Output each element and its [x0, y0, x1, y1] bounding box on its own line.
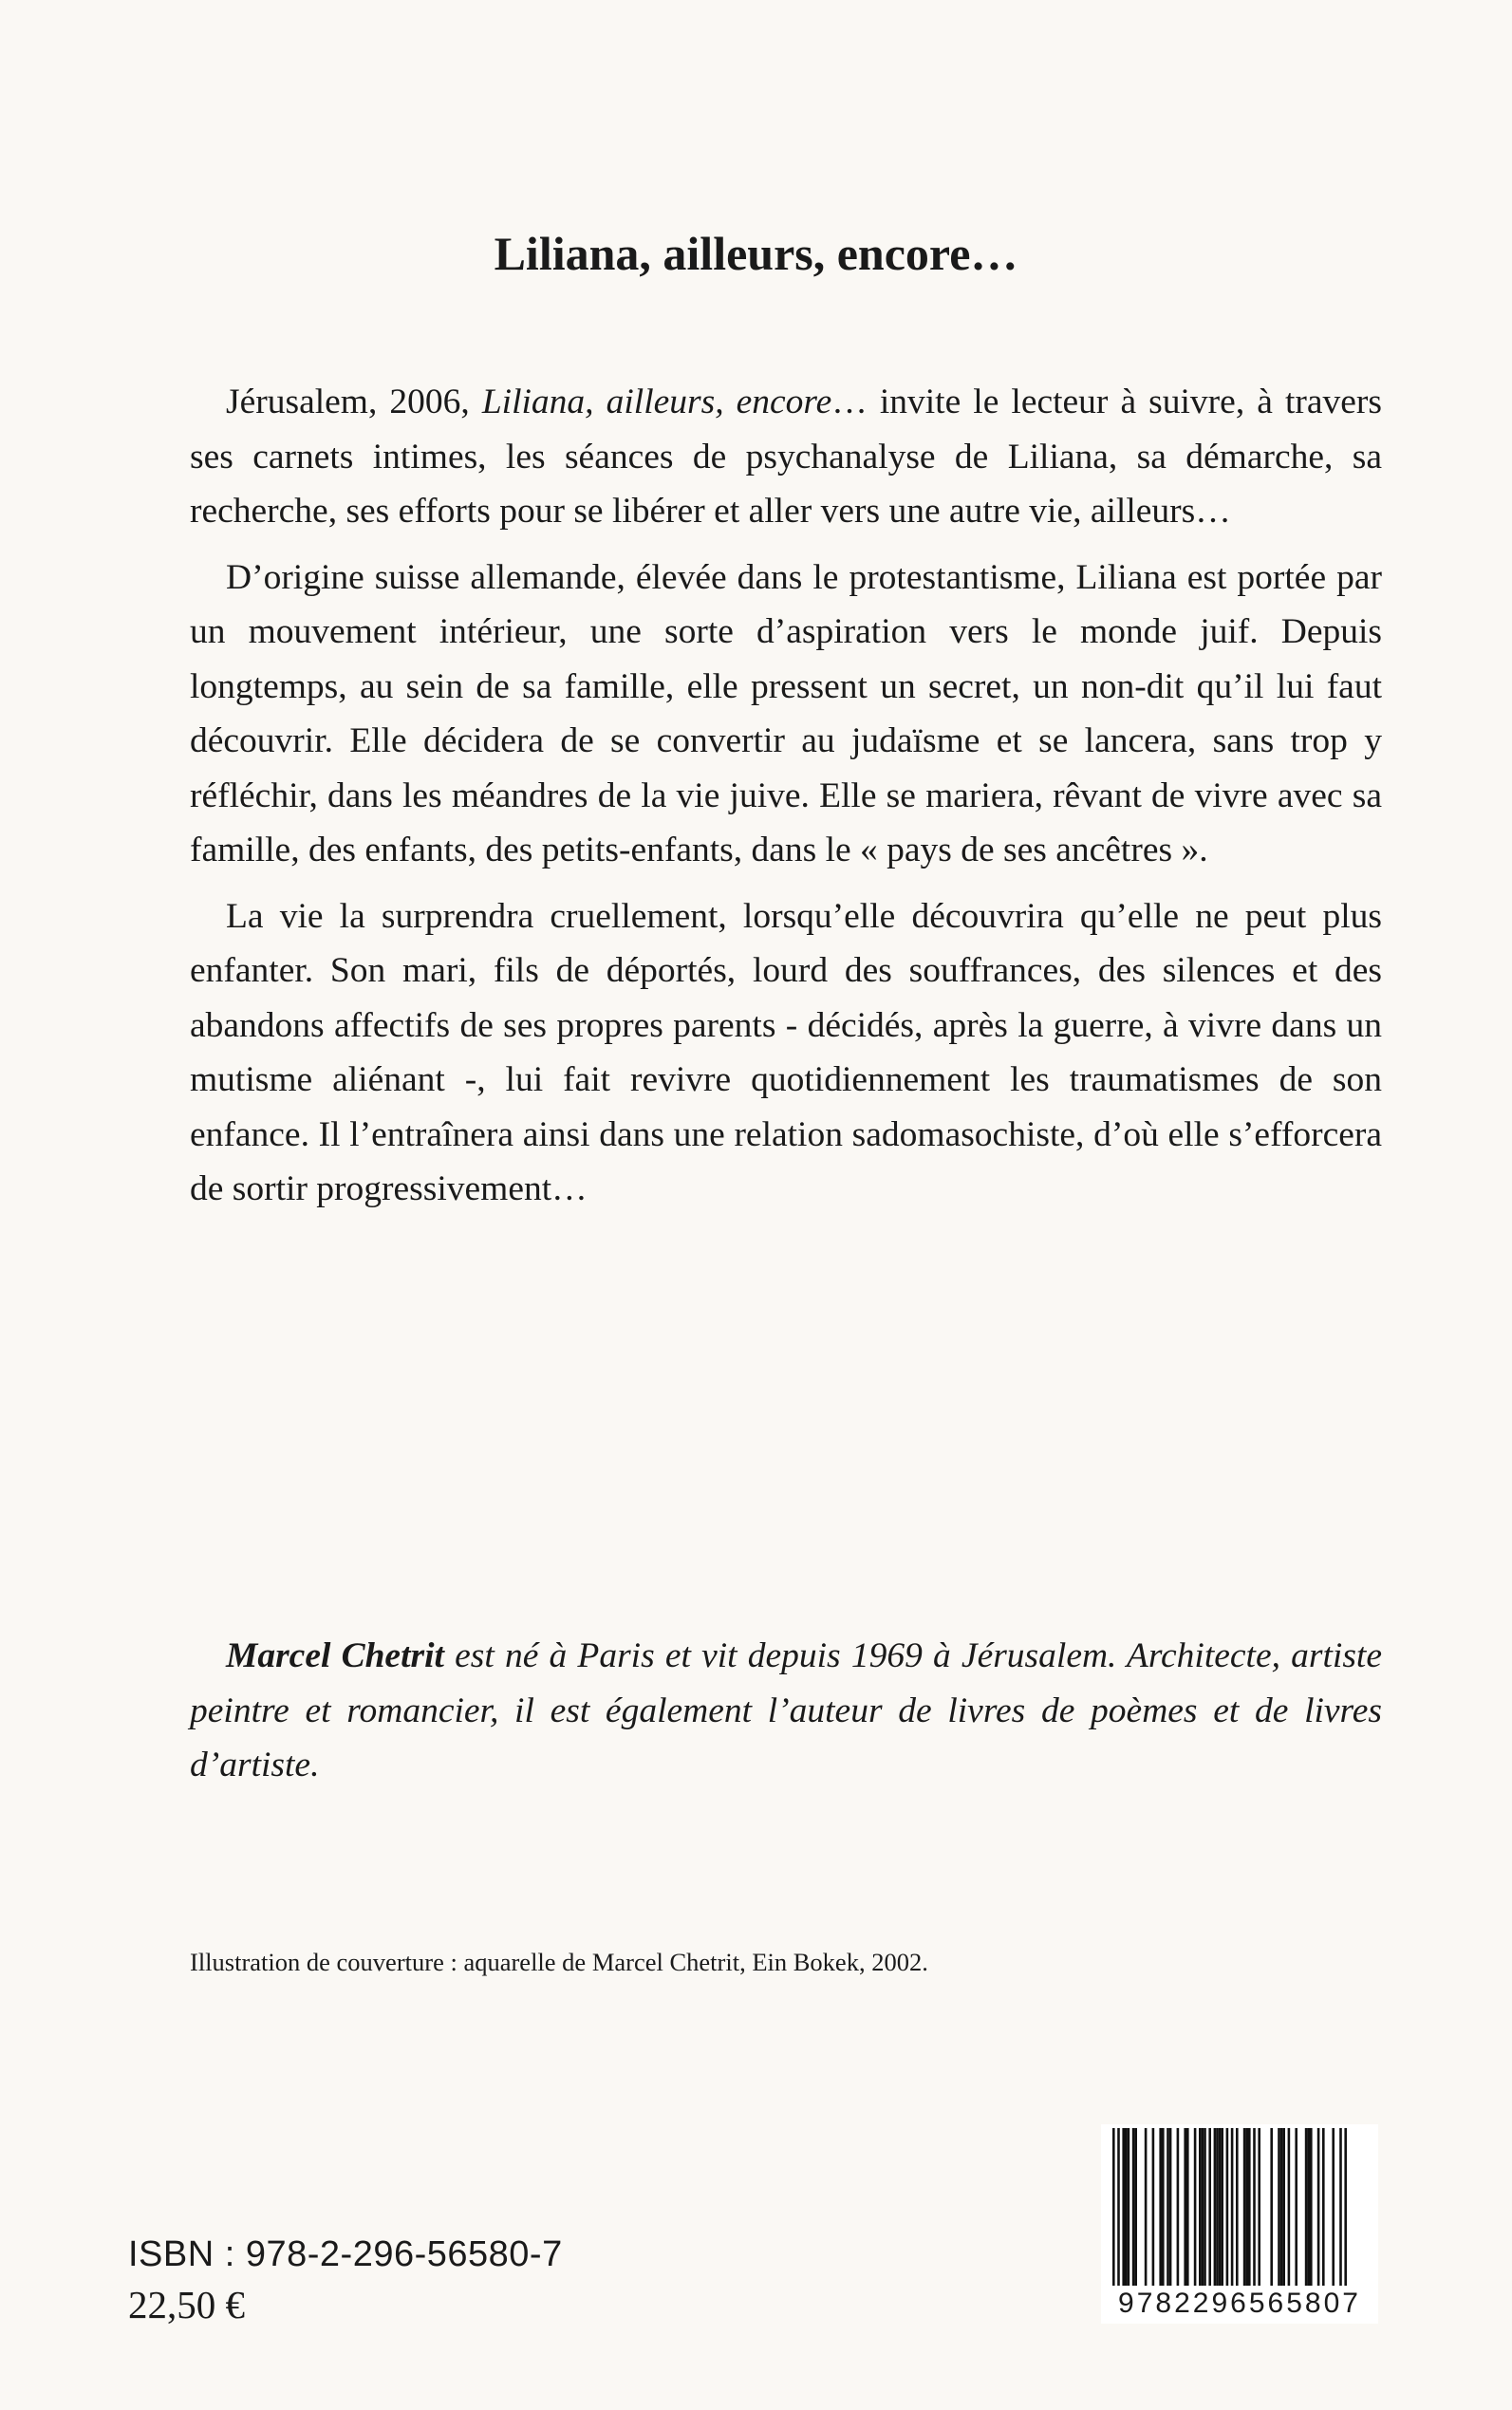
barcode-bar	[1245, 2128, 1248, 2286]
barcode-bar	[1253, 2128, 1256, 2286]
barcode-icon	[1101, 2124, 1378, 2288]
barcode-bar	[1214, 2128, 1217, 2286]
barcode-bar	[1208, 2128, 1211, 2286]
summary-paragraph-2: D’origine suisse allemande, élevée dans le protestantisme, Liliana est portée par un mouvement intérieur, une sorte d’aspiration vers le monde juif. Depuis longtemps, au sein de sa famille, elle pressent un secret, un non-dit qu’il lui faut découvrir. Elle décidera de se convertir au judaïsme et se lancera, sans trop y réfléchir, dans les méandres de la vie juive. Elle se mariera, rêvant de vivre avec sa famille, des enfants, des petits-enfants, dans le « pays de ses ancêtres ».	[190, 557, 1382, 869]
barcode-bar	[1145, 2128, 1148, 2286]
barcode-bar	[1204, 2128, 1206, 2286]
barcode-bar	[1134, 2128, 1137, 2286]
author-bio	[190, 1629, 1382, 1793]
barcode-bar	[1339, 2128, 1342, 2286]
barcode-digits: 9782296565807	[1118, 2288, 1361, 2319]
barcode-bar	[1159, 2128, 1162, 2286]
barcode-bar	[1202, 2128, 1204, 2286]
barcode-bar	[1199, 2128, 1202, 2286]
barcode-bar	[1307, 2128, 1310, 2286]
barcode-bar	[1332, 2128, 1335, 2286]
barcode-bar	[1167, 2128, 1169, 2286]
price: 22,50 €	[128, 2283, 245, 2326]
barcode-bar	[1117, 2128, 1120, 2286]
barcode-bar	[1282, 2128, 1285, 2286]
summary-paragraph-3: La vie la surprendra cruellement, lorsqu’elle découvrira qu’elle ne peut plus enfanter. Son mari, fils de déportés, lourd des souffrances, des silences et des abandons affectifs de ses propres parents - décidés, après la guerre, à vivre dans un mutisme aliénant -, lui fait revivre quotidiennement les traumatismes de son enfance. Il l’entraînera ainsi dans une relation sadomasochiste, d’où elle s’efforcera de sortir progressivement…	[190, 896, 1382, 1208]
summary-text	[190, 375, 1382, 1228]
barcode-bar	[1177, 2128, 1180, 2286]
isbn: ISBN : 978-2-296-56580-7	[128, 2234, 563, 2274]
barcode-bar	[1221, 2128, 1223, 2286]
barcode-bar	[1128, 2128, 1130, 2286]
barcode-bar	[1122, 2128, 1125, 2286]
barcode-bar	[1216, 2128, 1219, 2286]
barcode-bar	[1258, 2128, 1260, 2286]
barcode-bar	[1186, 2128, 1189, 2286]
summary-title-italic: Liliana, ailleurs, encore	[481, 383, 832, 421]
summary-paragraph-1: Jérusalem, 2006, Liliana, ailleurs, encore… invite le lecteur à suivre, à travers ses carnets intimes, les séances de psychanalyse de Liliana, sa démarche, sa recherche, ses efforts pour se libérer et aller vers une autre vie, ailleurs…	[190, 383, 1382, 531]
barcode-bar	[1270, 2128, 1273, 2286]
barcode-bar	[1219, 2128, 1222, 2286]
barcode-bar	[1310, 2128, 1313, 2286]
barcode-bar	[1280, 2128, 1283, 2286]
barcode-bar	[1305, 2128, 1308, 2286]
barcode-bar	[1112, 2128, 1115, 2286]
barcode-bar	[1295, 2128, 1297, 2286]
barcode-bar	[1152, 2128, 1155, 2286]
barcode	[1101, 2124, 1378, 2324]
illustration-credit: Illustration de couverture : aquarelle de Marcel Chetrit, Ein Bokek, 2002.	[190, 1948, 928, 1976]
barcode-bar	[1344, 2128, 1347, 2286]
barcode-bar	[1248, 2128, 1251, 2286]
barcode-bar	[1278, 2128, 1280, 2286]
barcode-bar	[1322, 2128, 1325, 2286]
barcode-bar	[1132, 2128, 1135, 2286]
barcode-bar	[1226, 2128, 1229, 2286]
author-bio-text: est né à Paris et vit depuis 1969 à Jérusalem. Architecte, artiste peintre et romancier, il est également l’auteur de livres de poèmes et de livres d’artiste.	[190, 1636, 1382, 1784]
barcode-bar	[1184, 2128, 1186, 2286]
barcode-bar	[1162, 2128, 1165, 2286]
barcode-bar	[1236, 2128, 1239, 2286]
book-title: Liliana, ailleurs, encore…	[494, 227, 1018, 280]
barcode-bar	[1194, 2128, 1197, 2286]
author-name: Marcel Chetrit	[226, 1636, 444, 1675]
barcode-bar	[1288, 2128, 1291, 2286]
barcode-bar	[1231, 2128, 1234, 2286]
barcode-bar	[1169, 2128, 1172, 2286]
barcode-bar	[1317, 2128, 1320, 2286]
barcode-bar	[1243, 2128, 1246, 2286]
barcode-bar	[1125, 2128, 1128, 2286]
